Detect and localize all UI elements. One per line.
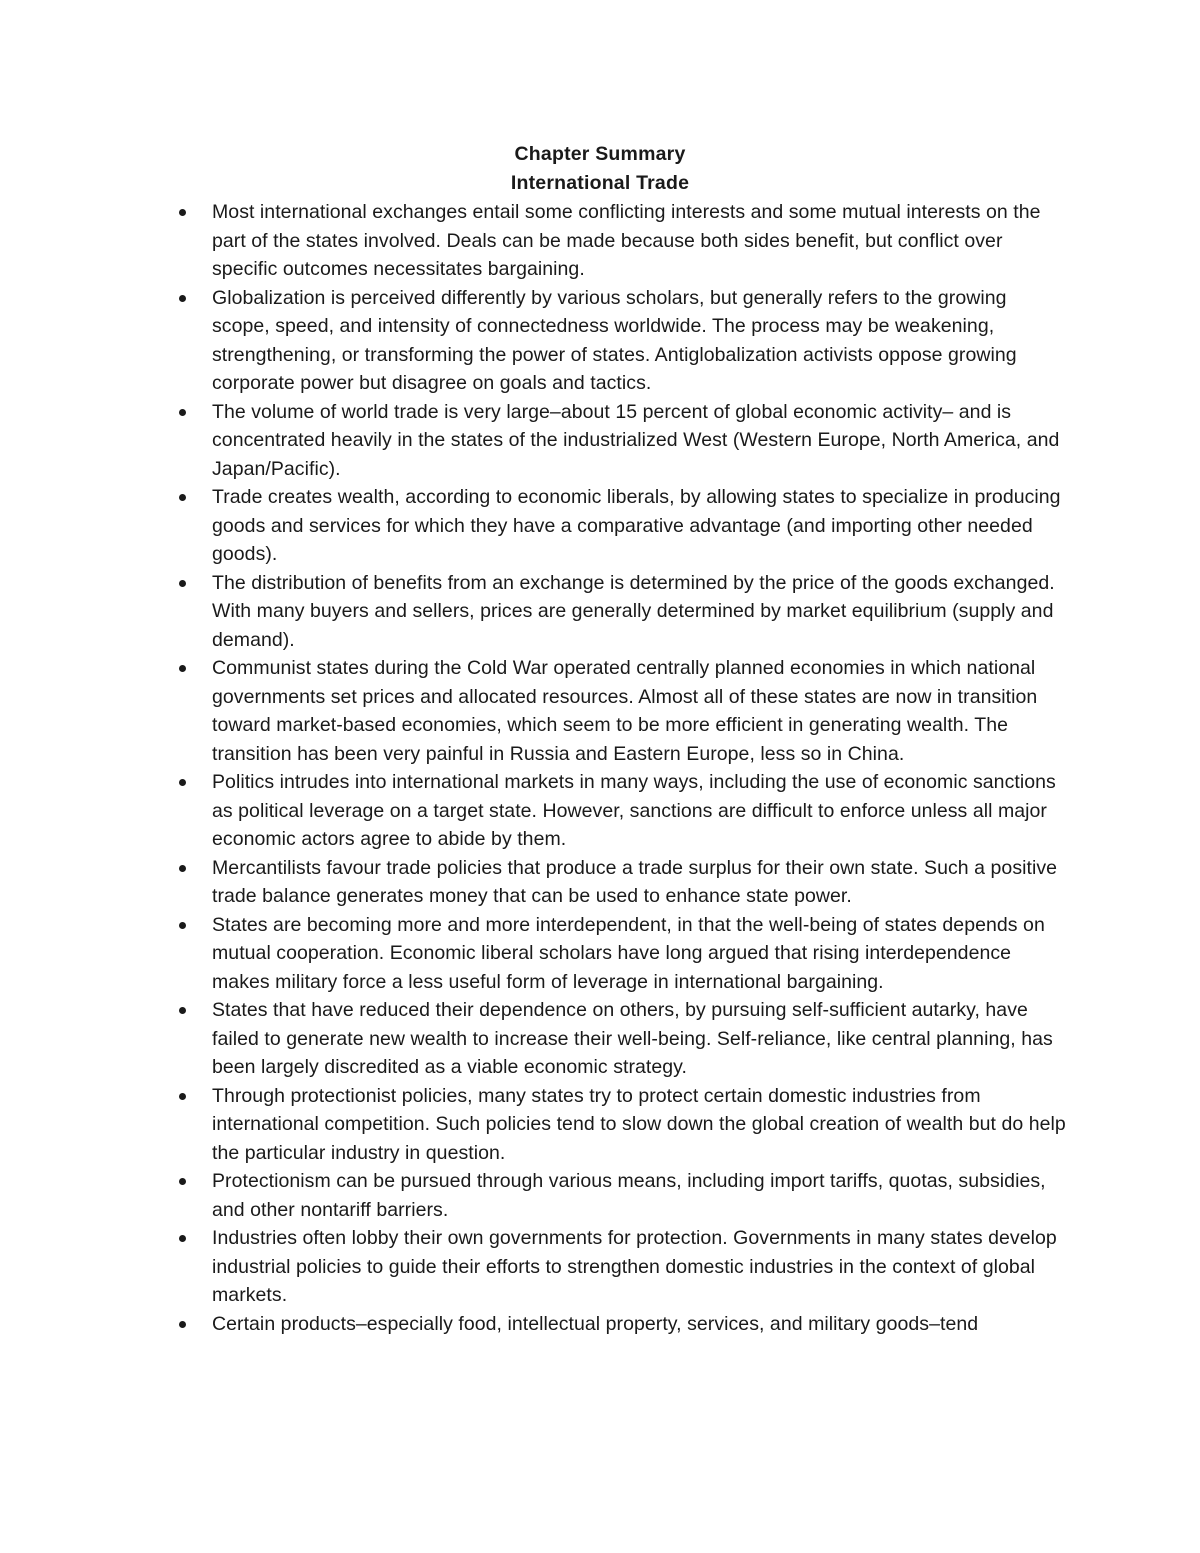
list-item [176, 854, 1066, 911]
bullet-icon [179, 1178, 186, 1185]
page-title: Chapter Summary [514, 143, 686, 165]
bullet-icon [179, 1235, 186, 1242]
bullet-icon [179, 1007, 186, 1014]
list-item-text: The distribution of benefits from an exchange is determined by the price of the goods exchanged. With many buyers and sellers, prices are generally determined by market equilibrium (supply and demand). [212, 571, 1055, 651]
list-item-text: Through protectionist policies, many states try to protect certain domestic industries from international competition. Such policies tend to slow down the global creation of wealth but do help the particular industry in question. [212, 1084, 1066, 1164]
list-item [176, 198, 1066, 284]
list-item [176, 398, 1066, 484]
list-item-text: Certain products–especially food, intellectual property, services, and military goods–tend [212, 1312, 979, 1335]
list-item-text: Industries often lobby their own governments for protection. Governments in many states develop industrial policies to guide their efforts to strengthen domestic industries in the context of global markets. [212, 1227, 1057, 1306]
list-item-text: States that have reduced their dependence on others, by pursuing self-sufficient autarky, have failed to generate new wealth to increase their well-being. Self-reliance, like central planning, has been largely discredited as a viable economic strategy. [212, 999, 1053, 1078]
page-subtitle: International Trade [510, 171, 690, 194]
bullet-icon [179, 295, 186, 302]
list-item-text: Communist states during the Cold War operated centrally planned economies in which national governments set prices and allocated resources. Almost all of these states are now in transition toward market-based economies, which seem to be more efficient in generating wealth. The transition has been very painful in Russia and Eastern Europe, less so in China. [212, 657, 1038, 765]
bullet-icon [179, 865, 186, 872]
list-item-text: Mercantilists favour trade policies that produce a trade surplus for their own state. Such a positive trade balance generates money that can be used to enhance state power. [212, 856, 1058, 907]
list-item [176, 569, 1066, 655]
list-item [176, 996, 1066, 1082]
list-item [176, 911, 1066, 997]
list-item [176, 1224, 1066, 1310]
bullet-icon [179, 209, 186, 216]
summary-bullet-list [176, 198, 1066, 1338]
list-item-text: States are becoming more and more interdependent, in that the well-being of states depends on mutual cooperation. Economic liberal scholars have long argued that rising interdependence makes military force a less useful form of leverage in international bargaining. [212, 913, 1045, 993]
bullet-icon [179, 1093, 186, 1100]
list-item [176, 1167, 1066, 1224]
bullet-icon [179, 580, 186, 587]
document-header [0, 140, 1200, 197]
list-item [176, 654, 1066, 768]
bullet-icon [179, 409, 186, 416]
bullet-icon [179, 494, 186, 501]
list-item [176, 768, 1066, 854]
list-item-text: Protectionism can be pursued through various means, including import tariffs, quotas, subsidies, and other nontariff barriers. [212, 1170, 1046, 1221]
bullet-icon [179, 665, 186, 672]
bullet-icon [179, 922, 186, 929]
list-item-text: Trade creates wealth, according to economic liberals, by allowing states to specialize in producing goods and services for which they have a comparative advantage (and importing other needed goods). [212, 486, 1061, 565]
bullet-icon [179, 1321, 186, 1328]
list-item-text: Globalization is perceived differently by various scholars, but generally refers to the growing scope, speed, and intensity of connectedness worldwide. The process may be weakening, strengthening, or transforming the power of states. Antiglobalization activists oppose growing corporate power but disagree on goals and tactics. [212, 286, 1017, 394]
bullet-icon [179, 779, 186, 786]
list-item-text: The volume of world trade is very large–about 15 percent of global economic activity– and is concentrated heavily in the states of the industrialized West (Western Europe, North America, and Japan/Pacific). [212, 400, 1060, 480]
list-item-text: Politics intrudes into international markets in many ways, including the use of economic sanctions as political leverage on a target state. However, sanctions are difficult to enforce unless all major economic actors agree to abide by them. [212, 771, 1056, 850]
list-item [176, 1310, 1066, 1339]
list-item [176, 1082, 1066, 1168]
list-item [176, 284, 1066, 398]
list-item [176, 483, 1066, 569]
list-item-text: Most international exchanges entail some conflicting interests and some mutual interests on the part of the states involved. Deals can be made because both sides benefit, but conflict over specific outcomes necessitates bargaining. [212, 201, 1041, 280]
